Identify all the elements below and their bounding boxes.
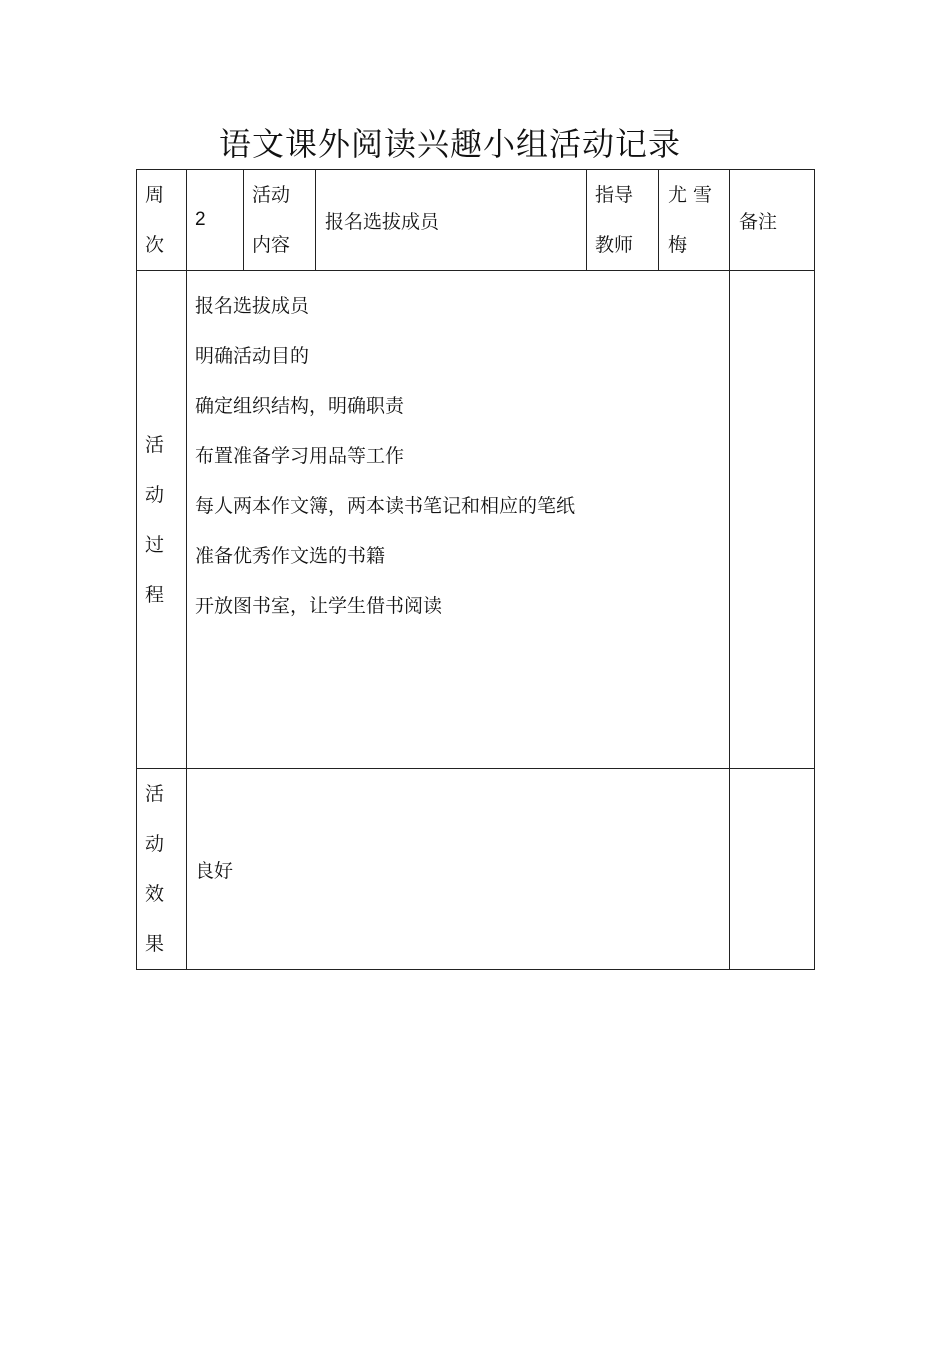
teacher-label-line-2: 教师 <box>595 234 634 256</box>
week-label-line-2: 次 <box>145 234 165 256</box>
process-remark-cell <box>730 271 815 769</box>
week-value: 2 <box>195 209 206 230</box>
effect-value: 良好 <box>195 859 234 882</box>
content-value-cell <box>316 170 587 271</box>
process-item: 报名选拔成员 <box>195 295 310 317</box>
effect-label-char-3: 效 <box>145 883 165 905</box>
effect-remark-cell <box>730 769 815 970</box>
content-value: 报名选拔成员 <box>325 210 440 233</box>
remark-label-cell <box>730 170 815 271</box>
process-list <box>187 271 729 768</box>
effect-label-cell <box>137 769 187 970</box>
content-label-line-2: 内容 <box>252 234 291 256</box>
process-item: 布置准备学习用品等工作 <box>195 445 405 467</box>
process-item: 每人两本作文簿，两本读书笔记和相应的笔纸 <box>195 495 576 517</box>
process-label-char-1: 活 <box>145 433 165 456</box>
week-label-cell <box>137 170 187 271</box>
process-row <box>137 271 815 769</box>
effect-label-char-2: 动 <box>145 833 165 855</box>
process-content-cell <box>187 271 730 769</box>
effect-content-cell <box>187 769 730 970</box>
header-row <box>137 170 815 271</box>
process-item: 确定组织结构，明确职责 <box>195 395 405 417</box>
week-label-line-1: 周 <box>145 184 165 206</box>
document-title: 语文课外阅读兴趣小组活动记录 <box>218 125 681 163</box>
process-item: 明确活动目的 <box>195 345 310 367</box>
process-item: 开放图书室，让学生借书阅读 <box>195 595 443 617</box>
process-label-char-2: 动 <box>145 483 165 506</box>
week-value-cell <box>187 170 244 271</box>
content-label-cell <box>244 170 316 271</box>
teacher-label-cell <box>587 170 659 271</box>
teacher-label-line-1: 指导 <box>595 184 634 206</box>
content-label-line-1: 活动 <box>252 184 291 206</box>
process-label-char-4: 程 <box>145 583 165 606</box>
effect-row <box>137 769 815 970</box>
activity-record-table <box>136 169 815 970</box>
process-label-char-3: 过 <box>145 533 165 556</box>
process-item: 准备优秀作文选的书籍 <box>195 545 386 567</box>
effect-label-char-1: 活 <box>145 783 165 805</box>
teacher-name-line-1: 尤 雪 <box>668 184 713 206</box>
process-label-cell <box>137 271 187 769</box>
remark-label: 备注 <box>739 210 778 233</box>
teacher-name-cell <box>659 170 730 271</box>
effect-label-char-4: 果 <box>145 933 165 955</box>
teacher-name-line-2: 梅 <box>668 234 688 256</box>
